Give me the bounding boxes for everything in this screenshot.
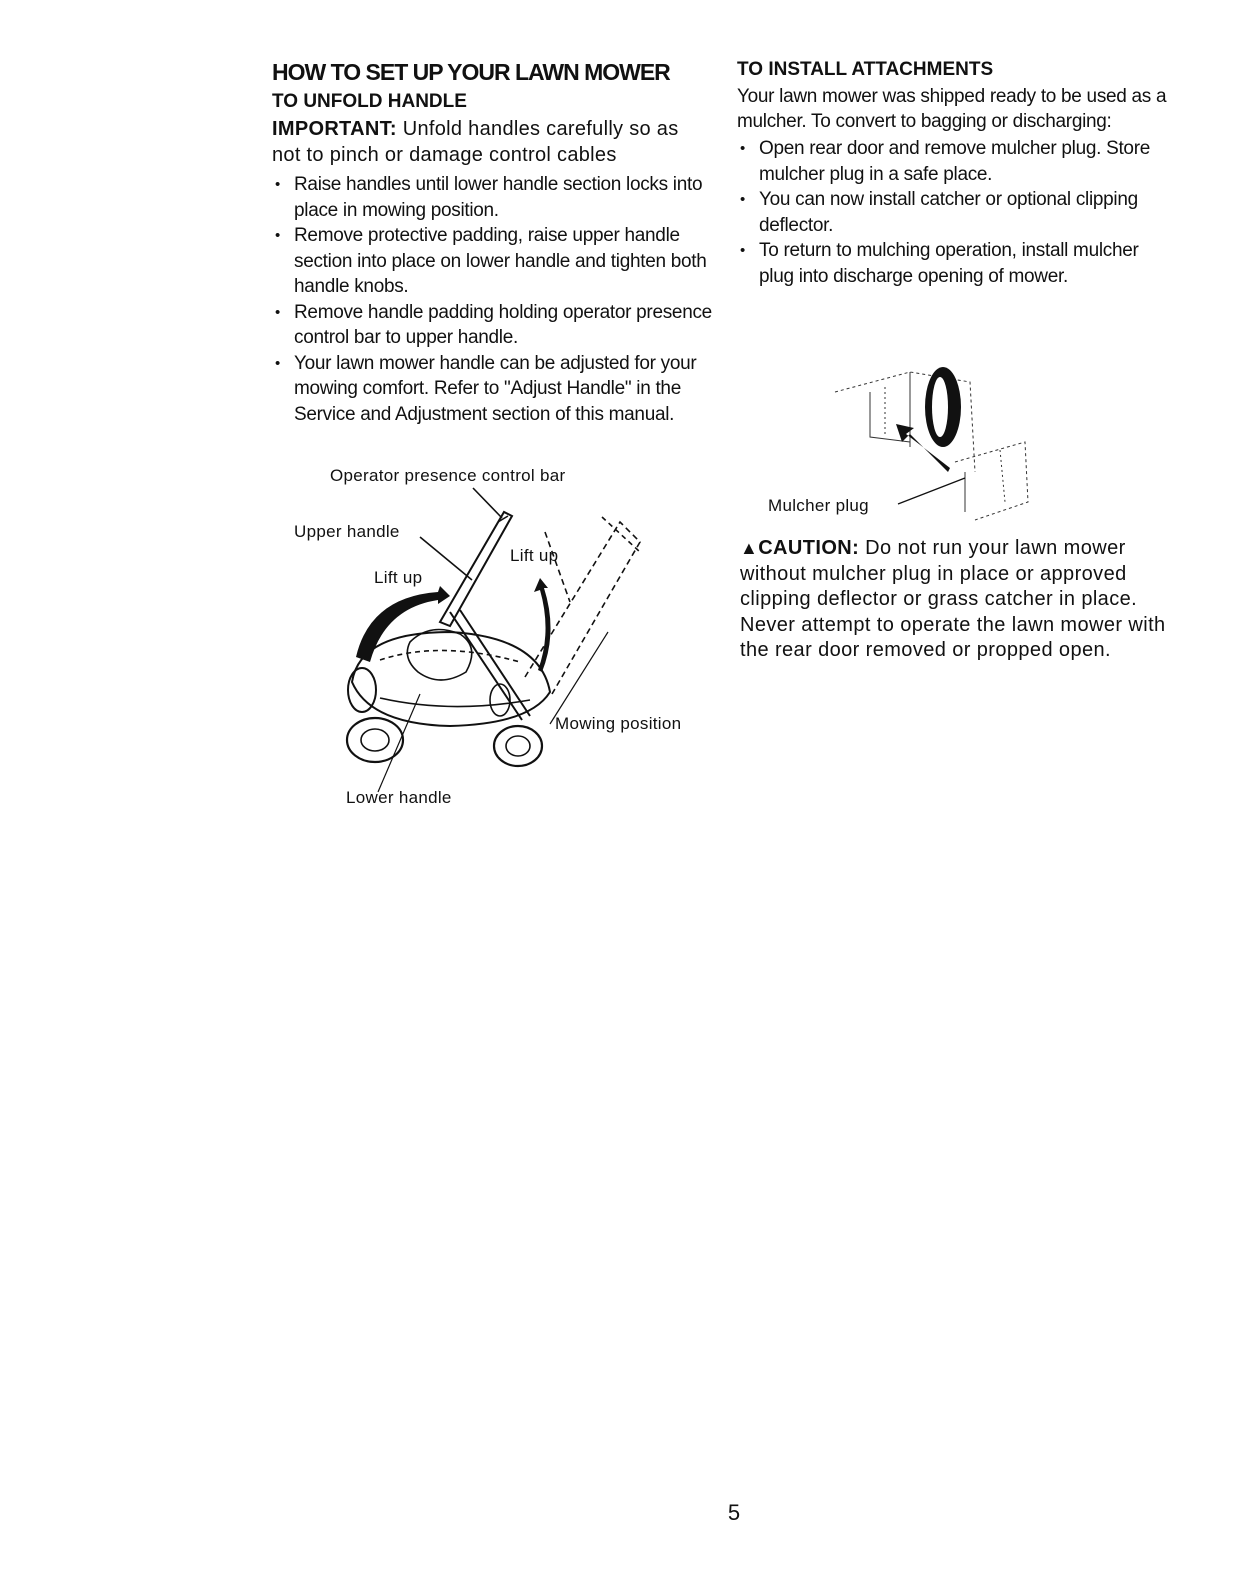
attachments-intro: Your lawn mower was shipped ready to be used as a mulcher. To convert to bagging or discharging:	[737, 86, 1167, 132]
subsection-title: TO UNFOLD HANDLE	[272, 91, 467, 112]
label-lift-up-left: Lift up	[374, 568, 423, 587]
important-note	[272, 116, 712, 168]
section-title: HOW TO SET UP YOUR LAWN MOWER	[272, 59, 670, 85]
list-item: • To return to mulching operation, install mulcher plug into discharge opening of mower.	[737, 238, 1177, 289]
attachments-steps-list	[737, 136, 1177, 289]
mower-illustration	[290, 462, 720, 822]
label-lower-handle: Lower handle	[346, 788, 452, 807]
label-mulcher-plug: Mulcher plug	[768, 496, 869, 515]
unfold-steps-list	[272, 172, 712, 427]
list-item: • Remove protective padding, raise upper handle section into place on lower handle and tighten both handle knobs.	[272, 223, 712, 300]
list-item: • Your lawn mower handle can be adjusted for your mowing comfort. Refer to "Adjust Handle" in the Service and Adjustment section of this manual.	[272, 351, 712, 428]
label-operator-presence-bar: Operator presence control bar	[330, 466, 566, 485]
right-column	[737, 58, 1177, 289]
caution-label: CAUTION:	[758, 537, 860, 559]
page-number: 5	[727, 1500, 741, 1525]
mower-handle-figure	[290, 462, 720, 822]
list-item: • Open rear door and remove mulcher plug. Store mulcher plug in a safe place.	[737, 136, 1177, 187]
important-text: Unfold handles carefully so as not to pinch or damage control cables	[272, 118, 679, 166]
caution-block	[740, 536, 1170, 664]
warning-icon: ▲	[740, 538, 759, 558]
list-item: • Remove handle padding holding operator presence control bar to upper handle.	[272, 300, 712, 351]
list-item: • Raise handles until lower handle section locks into place in mowing position.	[272, 172, 712, 223]
important-label: IMPORTANT:	[272, 118, 397, 140]
left-column	[272, 58, 712, 427]
label-lift-up-right: Lift up	[510, 546, 559, 565]
caution-text-block	[740, 536, 1170, 664]
label-mowing-position: Mowing position	[555, 714, 682, 733]
list-item: • You can now install catcher or optional clipping deflector.	[737, 187, 1177, 238]
attachments-title: TO INSTALL ATTACHMENTS	[737, 59, 994, 80]
caution-text: Do not run your lawn mower without mulcher plug in place or approved clipping deflector or grass catcher in place. Never attempt to operate the lawn mower with the rear door removed or propped open.	[740, 537, 1166, 661]
mulcher-plug-figure	[760, 352, 1050, 530]
label-upper-handle: Upper handle	[294, 522, 400, 541]
